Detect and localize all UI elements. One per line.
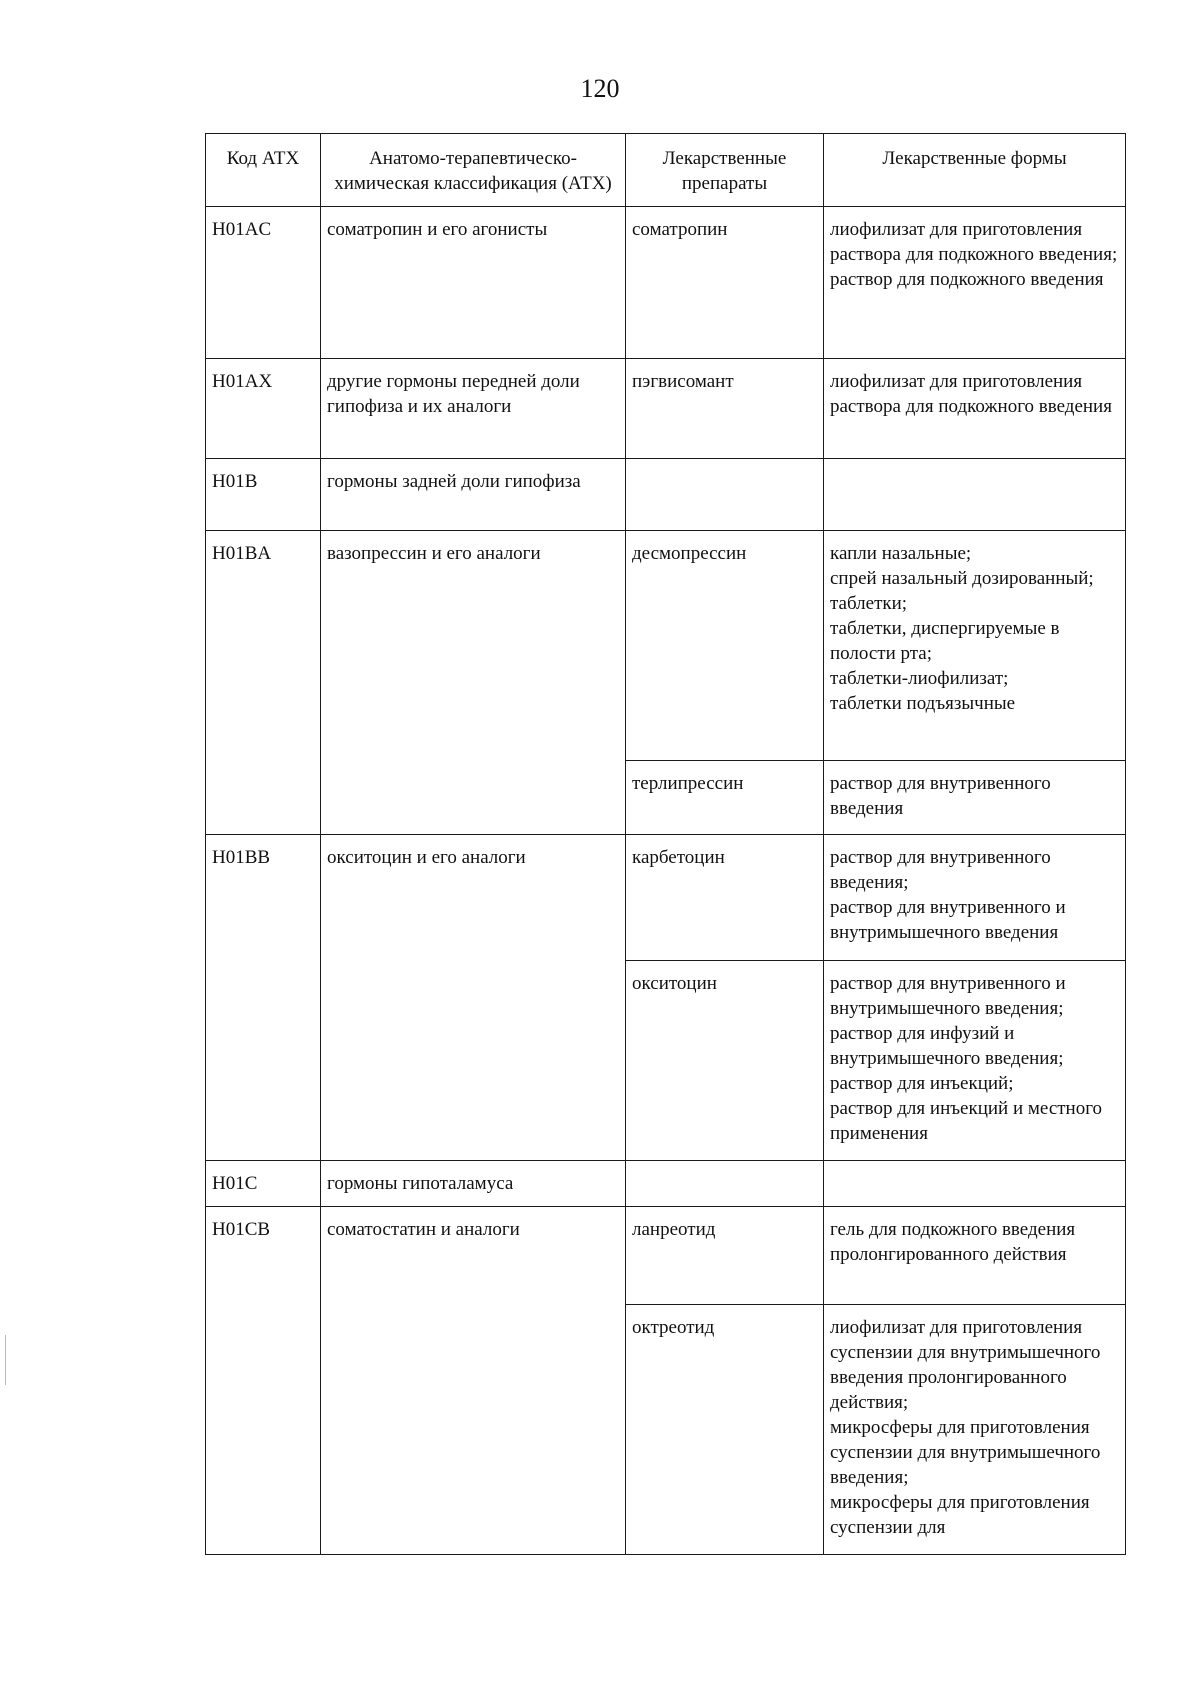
atx-code: H01C — [206, 1161, 321, 1207]
dosage-form: раствор для инъекций; — [830, 1073, 1014, 1094]
drug-name: октреотид — [626, 1305, 824, 1555]
dosage-form: таблетки, диспергируемые в полости рта; — [830, 618, 1060, 664]
header-classification: Анатомо-терапевтическо-химическая классификация (АТХ) — [321, 134, 626, 207]
atx-classification: другие гормоны передней доли гипофиза и их аналоги — [321, 359, 626, 459]
atx-code: H01BB — [206, 835, 321, 1161]
dosage-form: лиофилизат для приготовления раствора для подкожного введения; — [830, 219, 1118, 265]
atx-classification: вазопрессин и его аналоги — [321, 531, 626, 835]
dosage-forms — [824, 459, 1126, 531]
dosage-form: гель для подкожного введения пролонгированного действия — [830, 1219, 1076, 1265]
atx-code: H01AX — [206, 359, 321, 459]
drug-name: ланреотид — [626, 1207, 824, 1305]
dosage-forms — [824, 531, 1126, 761]
atx-classification: соматропин и его агонисты — [321, 207, 626, 359]
dosage-forms — [824, 359, 1126, 459]
dosage-form: лиофилизат для приготовления суспензии для внутримышечного введения пролонгированного действия; — [830, 1317, 1101, 1413]
atx-code: H01BA — [206, 531, 321, 835]
dosage-form: лиофилизат для приготовления раствора для подкожного введения — [830, 371, 1112, 417]
atx-table — [205, 133, 1126, 1555]
dosage-form: капли назальные; — [830, 543, 972, 564]
dosage-form: микросферы для приготовления суспензии для внутримышечного введения; — [830, 1417, 1101, 1488]
dosage-form: раствор для внутривенного и внутримышечного введения — [830, 897, 1066, 943]
header-forms: Лекарственные формы — [824, 134, 1126, 207]
dosage-form: таблетки подъязычные — [830, 693, 1016, 714]
dosage-forms — [824, 1305, 1126, 1555]
dosage-form: раствор для инъекций и местного применения — [830, 1098, 1103, 1144]
dosage-forms — [824, 207, 1126, 359]
atx-classification: гормоны задней доли гипофиза — [321, 459, 626, 531]
drug-name — [626, 1161, 824, 1207]
dosage-form: спрей назальный дозированный; — [830, 568, 1094, 589]
table-row — [206, 1161, 1126, 1207]
table-row — [206, 1207, 1126, 1305]
dosage-forms — [824, 835, 1126, 961]
table-row — [206, 459, 1126, 531]
atx-classification: гормоны гипоталамуса — [321, 1161, 626, 1207]
atx-code: H01AC — [206, 207, 321, 359]
dosage-forms — [824, 1161, 1126, 1207]
drug-name: десмопрессин — [626, 531, 824, 761]
dosage-form: микросферы для приготовления суспензии для — [830, 1492, 1090, 1538]
dosage-form: раствор для внутривенного введения — [830, 773, 1051, 819]
atx-code: H01B — [206, 459, 321, 531]
drug-name: карбетоцин — [626, 835, 824, 961]
dosage-form: раствор для подкожного введения — [830, 269, 1104, 290]
table-row — [206, 207, 1126, 359]
table-header-row — [206, 134, 1126, 207]
table-row — [206, 531, 1126, 761]
table-row — [206, 835, 1126, 961]
scan-artifact — [5, 1335, 6, 1385]
drug-name: соматропин — [626, 207, 824, 359]
header-code: Код АТХ — [206, 134, 321, 207]
dosage-form: раствор для внутривенного и внутримышечного введения; — [830, 973, 1066, 1019]
dosage-form: раствор для инфузий и внутримышечного введения; — [830, 1023, 1064, 1069]
atx-classification: соматостатин и аналоги — [321, 1207, 626, 1555]
drug-name: терлипрессин — [626, 761, 824, 835]
atx-code: H01CB — [206, 1207, 321, 1555]
drug-name: пэгвисомант — [626, 359, 824, 459]
dosage-forms — [824, 761, 1126, 835]
header-drugs: Лекарственные препараты — [626, 134, 824, 207]
dosage-form: таблетки-лиофилизат; — [830, 668, 1009, 689]
dosage-forms — [824, 961, 1126, 1161]
dosage-forms — [824, 1207, 1126, 1305]
dosage-form: таблетки; — [830, 593, 908, 614]
dosage-form: раствор для внутривенного введения; — [830, 847, 1051, 893]
table-row — [206, 359, 1126, 459]
page-number: 120 — [580, 74, 620, 103]
atx-classification: окситоцин и его аналоги — [321, 835, 626, 1161]
drug-name: окситоцин — [626, 961, 824, 1161]
drug-name — [626, 459, 824, 531]
